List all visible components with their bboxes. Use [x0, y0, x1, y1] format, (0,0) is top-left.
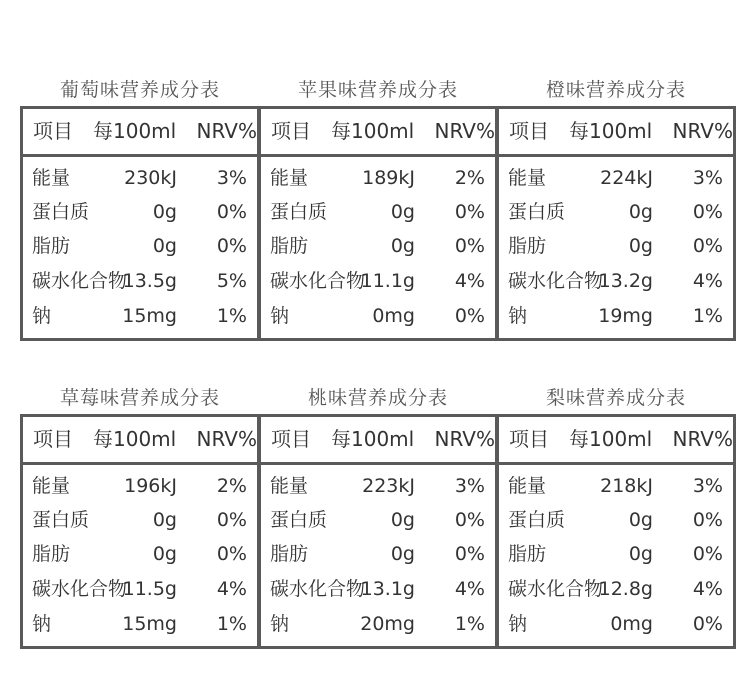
row-name: 能量 [32, 167, 71, 189]
row-nrv: 2% [216, 475, 247, 497]
row-name: 能量 [508, 167, 547, 189]
row-name: 蛋白质 [508, 509, 566, 531]
row-nrv: 0% [454, 543, 485, 565]
table-row [23, 195, 257, 229]
header-per100: 每100ml [93, 119, 177, 143]
row-name: 脂肪 [32, 235, 71, 257]
nutrition-table [20, 414, 260, 649]
panel-title: 苹果味营养成分表 [297, 79, 458, 101]
table-row [261, 503, 495, 537]
row-name: 钠 [32, 305, 52, 327]
table-row [261, 229, 495, 263]
row-amount: 0g [152, 509, 177, 531]
header-item: 项目 [509, 427, 549, 451]
row-nrv: 3% [216, 167, 247, 189]
row-amount: 13.2g [598, 270, 653, 292]
row-name: 碳水化合物 [32, 578, 128, 600]
row-name: 蛋白质 [270, 201, 328, 223]
table-row [261, 537, 495, 571]
row-nrv: 1% [692, 305, 723, 327]
table-header [261, 417, 495, 465]
row-nrv: 5% [216, 270, 247, 292]
header-item: 项目 [33, 119, 73, 143]
header-per100: 每100ml [331, 119, 415, 143]
table-row [23, 537, 257, 571]
table-header [499, 109, 733, 157]
row-amount: 0g [390, 235, 415, 257]
panel-title: 葡萄味营养成分表 [59, 79, 220, 101]
row-nrv: 4% [692, 270, 723, 292]
row-nrv: 3% [454, 475, 485, 497]
row-name: 脂肪 [270, 543, 309, 565]
row-name: 钠 [270, 305, 290, 327]
panel-title: 橙味营养成分表 [545, 79, 686, 101]
row-name: 脂肪 [32, 543, 71, 565]
row-name: 蛋白质 [508, 201, 566, 223]
row-name: 钠 [508, 613, 528, 635]
row-nrv: 0% [454, 201, 485, 223]
nutrition-table [20, 106, 260, 341]
row-nrv: 0% [216, 509, 247, 531]
row-amount: 0mg [610, 613, 653, 635]
table-row [499, 469, 733, 503]
row-nrv: 0% [454, 305, 485, 327]
row-nrv: 1% [454, 613, 485, 635]
row-amount: 20mg [360, 613, 415, 635]
panel-title: 桃味营养成分表 [307, 387, 448, 409]
table-row [23, 607, 257, 641]
header-per100: 每100ml [331, 427, 415, 451]
row-nrv: 0% [692, 543, 723, 565]
row-nrv: 1% [216, 305, 247, 327]
table-header [261, 109, 495, 157]
row-name: 蛋白质 [32, 509, 90, 531]
row-amount: 0g [390, 509, 415, 531]
header-nrv: NRV% [434, 119, 495, 143]
row-amount: 11.5g [122, 578, 177, 600]
table-row [23, 469, 257, 503]
table-row [261, 299, 495, 333]
row-name: 碳水化合物 [270, 578, 366, 600]
table-row [23, 229, 257, 263]
header-nrv: NRV% [672, 119, 733, 143]
row-name: 能量 [508, 475, 547, 497]
nutrition-table [496, 414, 736, 649]
table-row [23, 264, 257, 298]
row-nrv: 0% [216, 543, 247, 565]
table-row [261, 161, 495, 195]
table-row [23, 572, 257, 606]
row-amount: 218kJ [600, 475, 653, 497]
row-nrv: 0% [692, 613, 723, 635]
row-nrv: 3% [692, 475, 723, 497]
row-amount: 224kJ [600, 167, 653, 189]
table-row [261, 572, 495, 606]
row-amount: 196kJ [124, 475, 177, 497]
table-row [499, 229, 733, 263]
row-name: 碳水化合物 [32, 270, 128, 292]
row-nrv: 4% [454, 578, 485, 600]
row-name: 脂肪 [508, 235, 547, 257]
row-amount: 0g [152, 235, 177, 257]
row-name: 碳水化合物 [508, 578, 604, 600]
table-row [261, 469, 495, 503]
table-row [23, 161, 257, 195]
row-name: 能量 [270, 167, 309, 189]
table-row [261, 264, 495, 298]
row-name: 脂肪 [508, 543, 547, 565]
row-amount: 19mg [598, 305, 653, 327]
row-nrv: 0% [454, 509, 485, 531]
row-name: 脂肪 [270, 235, 309, 257]
row-amount: 15mg [122, 305, 177, 327]
row-name: 钠 [508, 305, 528, 327]
row-nrv: 4% [216, 578, 247, 600]
nutrition-table [258, 414, 498, 649]
nutrition-table [496, 106, 736, 341]
row-amount: 11.1g [360, 270, 415, 292]
row-nrv: 0% [216, 201, 247, 223]
row-amount: 0g [628, 201, 653, 223]
table-header [23, 109, 257, 157]
header-nrv: NRV% [434, 427, 495, 451]
row-amount: 0mg [372, 305, 415, 327]
row-amount: 0g [628, 509, 653, 531]
row-amount: 13.1g [360, 578, 415, 600]
row-amount: 223kJ [362, 475, 415, 497]
row-nrv: 0% [692, 201, 723, 223]
table-row [499, 537, 733, 571]
row-amount: 0g [152, 543, 177, 565]
row-nrv: 0% [216, 235, 247, 257]
header-item: 项目 [271, 427, 311, 451]
row-nrv: 1% [216, 613, 247, 635]
row-amount: 0g [628, 235, 653, 257]
table-row [499, 607, 733, 641]
row-name: 钠 [270, 613, 290, 635]
nutrition-table [258, 106, 498, 341]
row-nrv: 3% [692, 167, 723, 189]
row-amount: 189kJ [362, 167, 415, 189]
header-nrv: NRV% [672, 427, 733, 451]
panel-title: 梨味营养成分表 [545, 387, 686, 409]
row-nrv: 0% [454, 235, 485, 257]
table-row [261, 607, 495, 641]
header-item: 项目 [33, 427, 73, 451]
row-nrv: 0% [692, 509, 723, 531]
row-nrv: 0% [692, 235, 723, 257]
row-amount: 0g [152, 201, 177, 223]
row-amount: 0g [390, 543, 415, 565]
row-nrv: 4% [454, 270, 485, 292]
row-name: 碳水化合物 [508, 270, 604, 292]
row-amount: 15mg [122, 613, 177, 635]
row-name: 能量 [32, 475, 71, 497]
row-name: 蛋白质 [270, 509, 328, 531]
header-nrv: NRV% [196, 427, 257, 451]
header-per100: 每100ml [93, 427, 177, 451]
table-row [499, 161, 733, 195]
row-name: 钠 [32, 613, 52, 635]
row-amount: 13.5g [122, 270, 177, 292]
row-name: 蛋白质 [32, 201, 90, 223]
table-header [499, 417, 733, 465]
row-amount: 0g [390, 201, 415, 223]
row-nrv: 4% [692, 578, 723, 600]
table-row [261, 195, 495, 229]
table-row [23, 503, 257, 537]
header-per100: 每100ml [569, 119, 653, 143]
panel-title: 草莓味营养成分表 [59, 387, 220, 409]
row-amount: 0g [628, 543, 653, 565]
table-row [23, 299, 257, 333]
row-name: 碳水化合物 [270, 270, 366, 292]
row-name: 能量 [270, 475, 309, 497]
table-row [499, 195, 733, 229]
table-row [499, 299, 733, 333]
header-item: 项目 [509, 119, 549, 143]
row-nrv: 2% [454, 167, 485, 189]
table-header [23, 417, 257, 465]
header-nrv: NRV% [196, 119, 257, 143]
row-amount: 12.8g [598, 578, 653, 600]
header-item: 项目 [271, 119, 311, 143]
table-row [499, 264, 733, 298]
header-per100: 每100ml [569, 427, 653, 451]
table-row [499, 503, 733, 537]
table-row [499, 572, 733, 606]
row-amount: 230kJ [124, 167, 177, 189]
